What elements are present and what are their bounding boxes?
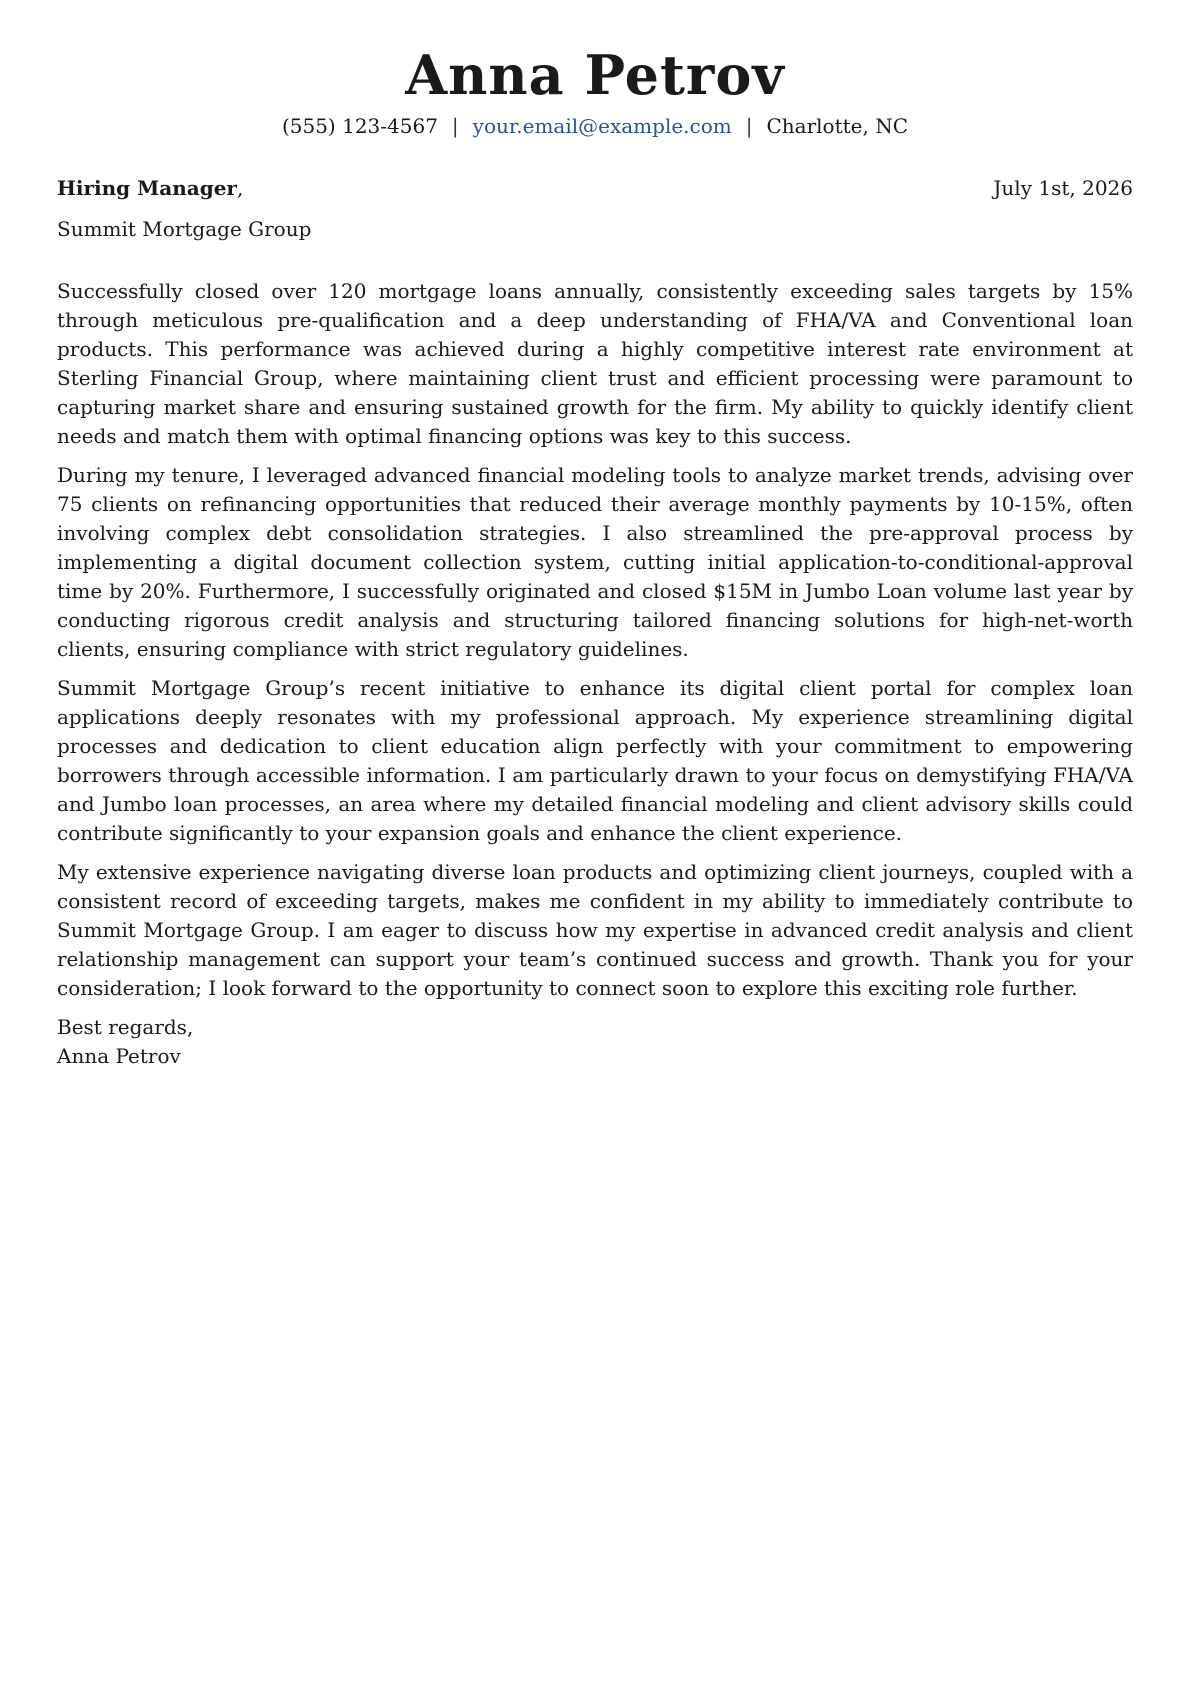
recipient-date-row (57, 174, 1133, 202)
body-paragraph: My extensive experience navigating diverse loan products and optimizing client journeys, coupled with a consistent record of exceeding targets, makes me confident in my ability to immediately contribute to Summit Mortgage Group. I am eager to discuss how my expertise in advanced credit analysis and client relationship management can support your team’s continued success and growth. Thank you for your consideration; I look forward to the opportunity to connect soon to explore this exciting role further. (57, 860, 1133, 1000)
email-link[interactable]: your.email@example.com (472, 114, 732, 138)
closing-salutation: Best regards, (57, 1015, 194, 1039)
recipient-name: Hiring Manager (57, 176, 237, 200)
signature-name: Anna Petrov (57, 1044, 181, 1068)
recipient-line (57, 174, 243, 202)
separator: | (745, 114, 753, 138)
contact-line (57, 112, 1133, 140)
applicant-name: Anna Petrov (405, 43, 785, 107)
letter-date: July 1st, 2026 (993, 176, 1133, 200)
letter-body (57, 277, 1133, 1003)
phone-number: (555) 123-4567 (281, 114, 438, 138)
letter-closing (57, 1013, 1133, 1071)
body-paragraph: Successfully closed over 120 mortgage loans annually, consistently exceeding sales targets by 15% through meticulous pre-qualification and a deep understanding of FHA/VA and Conventional loan products. This performance was achieved during a highly competitive interest rate environment at Sterling Financial Group, where maintaining client trust and efficient processing were paramount to capturing market share and ensuring sustained growth for the firm. My ability to quickly identify client needs and match them with optimal financing options was key to this success. (57, 279, 1133, 448)
recipient-company: Summit Mortgage Group (57, 217, 312, 241)
body-paragraph: Summit Mortgage Group’s recent initiative to enhance its digital client portal for complex loan applications deeply resonates with my professional approach. My experience streamlining digital processes and dedication to client education align perfectly with your commitment to empowering borrowers through accessible information. I am particularly drawn to your focus on demystifying FHA/VA and Jumbo loan processes, an area where my detailed financial modeling and client advisory skills could contribute significantly to your expansion goals and enhance the client experience. (57, 676, 1133, 845)
location: Charlotte, NC (766, 114, 909, 138)
separator: | (451, 114, 459, 138)
body-paragraph: During my tenure, I leveraged advanced financial modeling tools to analyze market trends, advising over 75 clients on refinancing opportunities that reduced their average monthly payments by 10-15%, often involving complex debt consolidation strategies. I also streamlined the pre-approval process by implementing a digital document collection system, cutting initial application-to-conditional-approval time by 20%. Furthermore, I successfully originated and closed $15M in Jumbo Loan volume last year by conducting rigorous credit analysis and structuring tailored financing solutions for high-net-worth clients, ensuring compliance with strict regulatory guidelines. (57, 463, 1133, 661)
recipient-name-suffix: , (236, 176, 244, 200)
